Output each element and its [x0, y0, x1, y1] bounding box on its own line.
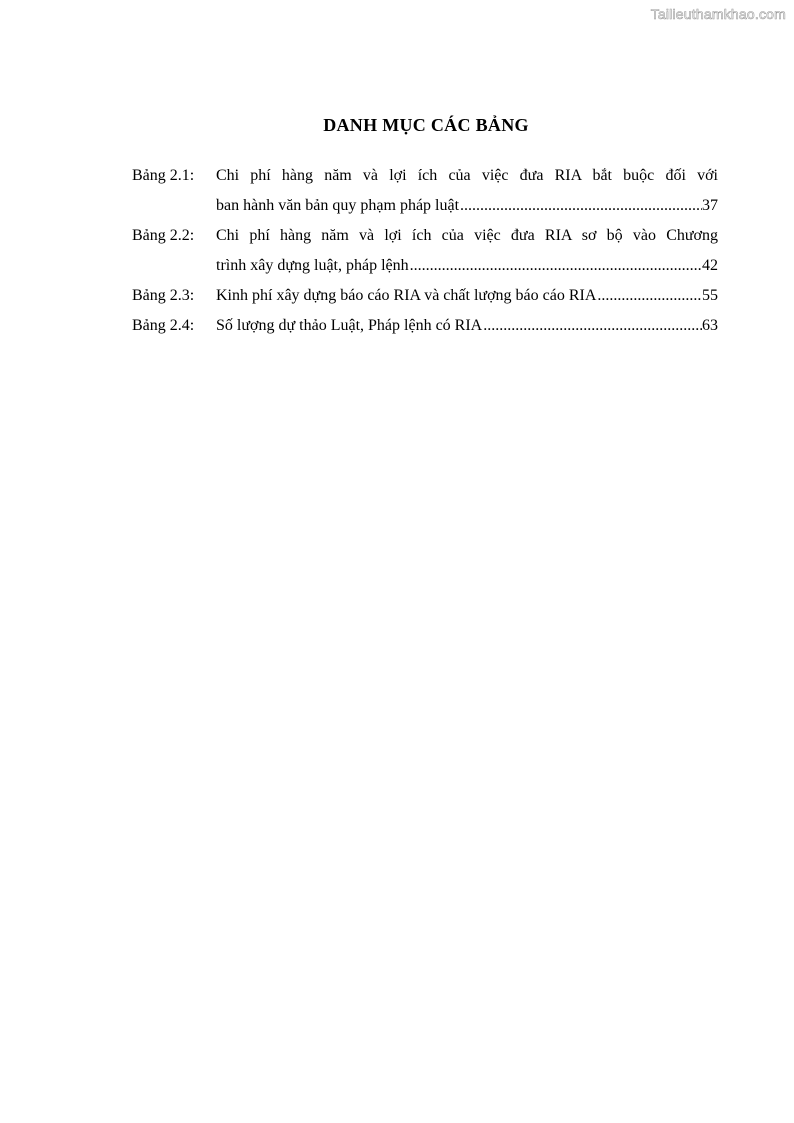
entry-label: Bảng 2.2: [132, 227, 195, 244]
watermark: Tailieuthamkhao.com [650, 6, 786, 22]
entry-title-line: Chi phí hàng năm và lợi ích của việc đưa RIA bắt buộc đối với [216, 167, 718, 184]
entry-body [216, 311, 718, 341]
entry-last-line [216, 311, 718, 341]
entry-body [216, 281, 718, 311]
entry-title-text: Kinh phí xây dựng báo cáo RIA và chất lượng báo cáo RIA [216, 287, 597, 304]
entry-title-text: trình xây dựng luật, pháp lệnh [216, 257, 409, 274]
dot-leader [409, 251, 702, 281]
entry-title-line: Chi phí hàng năm và lợi ích của việc đưa RIA sơ bộ vào Chương [216, 227, 718, 244]
entry-last-line [216, 251, 718, 281]
entry-title-text: ban hành văn bản quy phạm pháp luật [216, 197, 460, 214]
page-title: DANH MỤC CÁC BẢNG [323, 115, 529, 135]
entry-page-number: 63 [702, 317, 718, 334]
entry-title-text: Số lượng dự thảo Luật, Pháp lệnh có RIA [216, 317, 483, 334]
entry-last-line [216, 281, 718, 311]
entry-body [216, 161, 718, 221]
entry-label: Bảng 2.4: [132, 317, 195, 334]
table-entry-2-1[interactable] [132, 161, 718, 221]
entry-last-line [216, 191, 718, 221]
dot-leader [459, 191, 702, 221]
table-entry-2-4[interactable] [132, 311, 718, 341]
entry-body [216, 221, 718, 281]
entry-page-number: 42 [702, 257, 718, 274]
dot-leader [596, 281, 702, 311]
entry-label: Bảng 2.3: [132, 287, 195, 304]
entry-page-number: 55 [702, 287, 718, 304]
table-entry-2-3[interactable] [132, 281, 718, 311]
table-entry-2-2[interactable] [132, 221, 718, 281]
entry-page-number: 37 [702, 197, 718, 214]
entry-label: Bảng 2.1: [132, 167, 195, 184]
table-list [132, 161, 718, 341]
dot-leader [482, 311, 702, 341]
